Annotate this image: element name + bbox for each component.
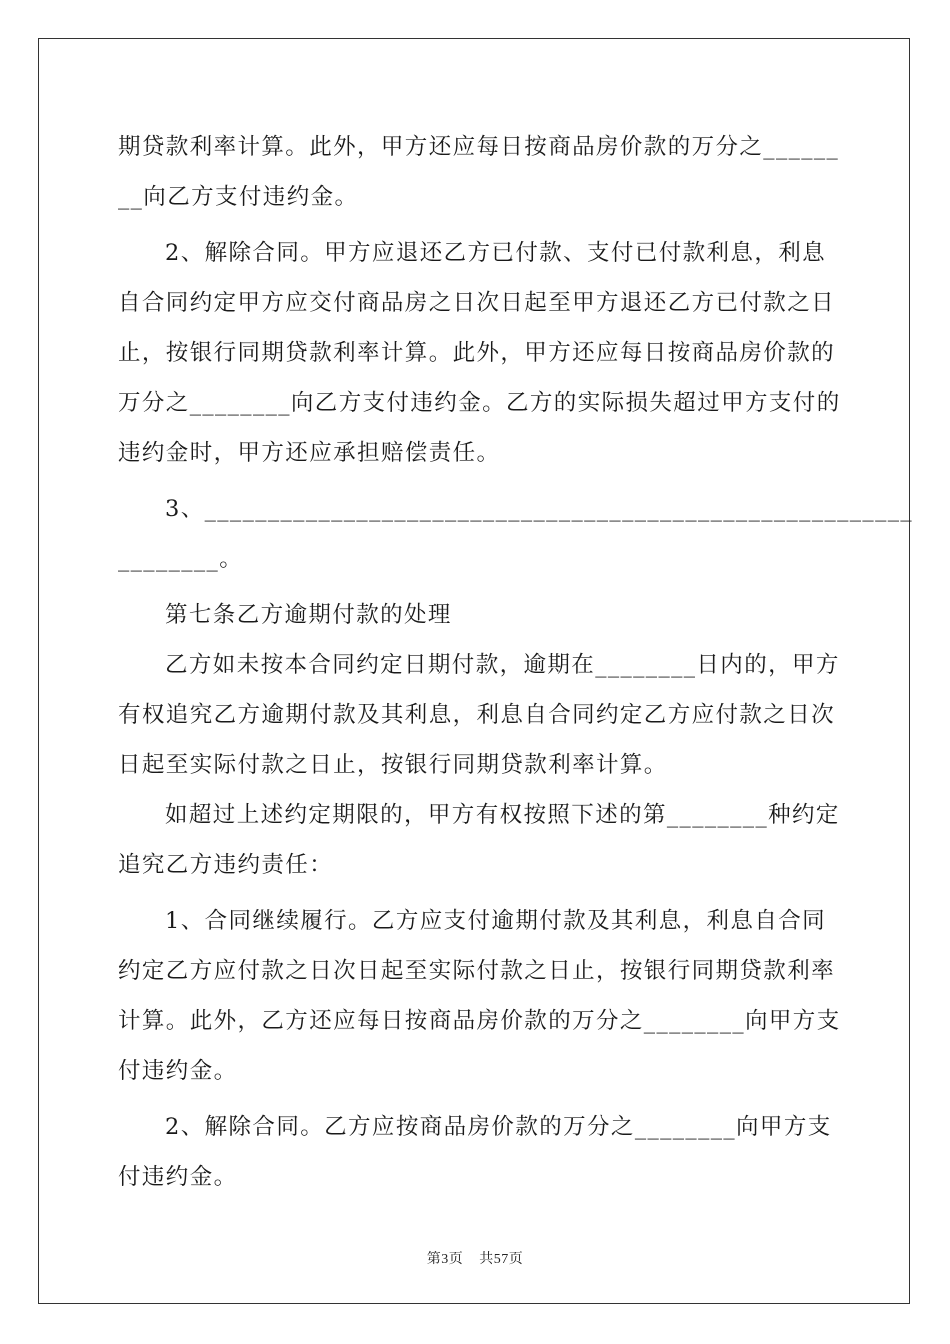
paragraph-option-1 xyxy=(118,896,841,1096)
text-line: 付违约金。 xyxy=(118,1058,238,1084)
text-line: 止，按银行同期贷款利率计算。此外，甲方还应每日按商品房价款的 xyxy=(118,340,836,366)
page-footer xyxy=(0,1248,950,1268)
text-line: 1、合同继续履行。乙方应支付逾期付款及其利息，利息自合同 xyxy=(165,908,827,934)
text-line: __向乙方支付违约金。 xyxy=(118,184,359,210)
text-line: 自合同约定甲方应交付商品房之日次日起至甲方退还乙方已付款之日 xyxy=(118,290,836,316)
paragraph-continuation xyxy=(118,122,840,222)
text-line: 违约金时，甲方还应承担赔偿责任。 xyxy=(118,440,501,466)
article-heading xyxy=(118,590,834,640)
text-line: 万分之________向乙方支付违约金。乙方的实际损失超过甲方支付的 xyxy=(118,390,841,416)
text-line: 有权追究乙方逾期付款及其利息，利息自合同约定乙方应付款之日次 xyxy=(118,702,836,728)
page-number: 第3页 xyxy=(426,1252,464,1267)
text-line: 期贷款利率计算。此外，甲方还应每日按商品房价款的万分之______ xyxy=(118,134,840,160)
text-line: 乙方如未按本合同约定日期付款，逾期在________日内的，甲方 xyxy=(165,652,840,678)
text-line: 如超过上述约定期限的，甲方有权按照下述的第________种约定 xyxy=(165,802,840,828)
text-line: 付违约金。 xyxy=(118,1164,238,1190)
document-body xyxy=(118,122,914,1202)
paragraph-clause-2 xyxy=(118,228,841,478)
paragraph-overdue-terms xyxy=(118,640,840,790)
text-line: 2、解除合同。甲方应退还乙方已付款、支付已付款利息，利息 xyxy=(165,240,827,266)
text-line: ________。 xyxy=(118,546,244,572)
text-line: 追究乙方违约责任： xyxy=(118,852,334,878)
paragraph-clause-3 xyxy=(118,484,914,584)
text-line: 约定乙方应付款之日次日起至实际付款之日止，按银行同期贷款利率 xyxy=(118,958,836,984)
text-line: 计算。此外，乙方还应每日按商品房价款的万分之________向甲方支 xyxy=(118,1008,841,1034)
text-line: 日起至实际付款之日止，按银行同期贷款利率计算。 xyxy=(118,752,668,778)
text-line: 3、________________________________________________________ xyxy=(165,496,914,522)
paragraph-option-2 xyxy=(118,1102,834,1202)
page-total: 共57页 xyxy=(479,1252,524,1267)
heading-line: 第七条乙方逾期付款的处理 xyxy=(165,602,452,628)
paragraph-over-limit xyxy=(118,790,840,890)
text-line: 2、解除合同。乙方应按商品房价款的万分之________向甲方支 xyxy=(165,1114,832,1140)
